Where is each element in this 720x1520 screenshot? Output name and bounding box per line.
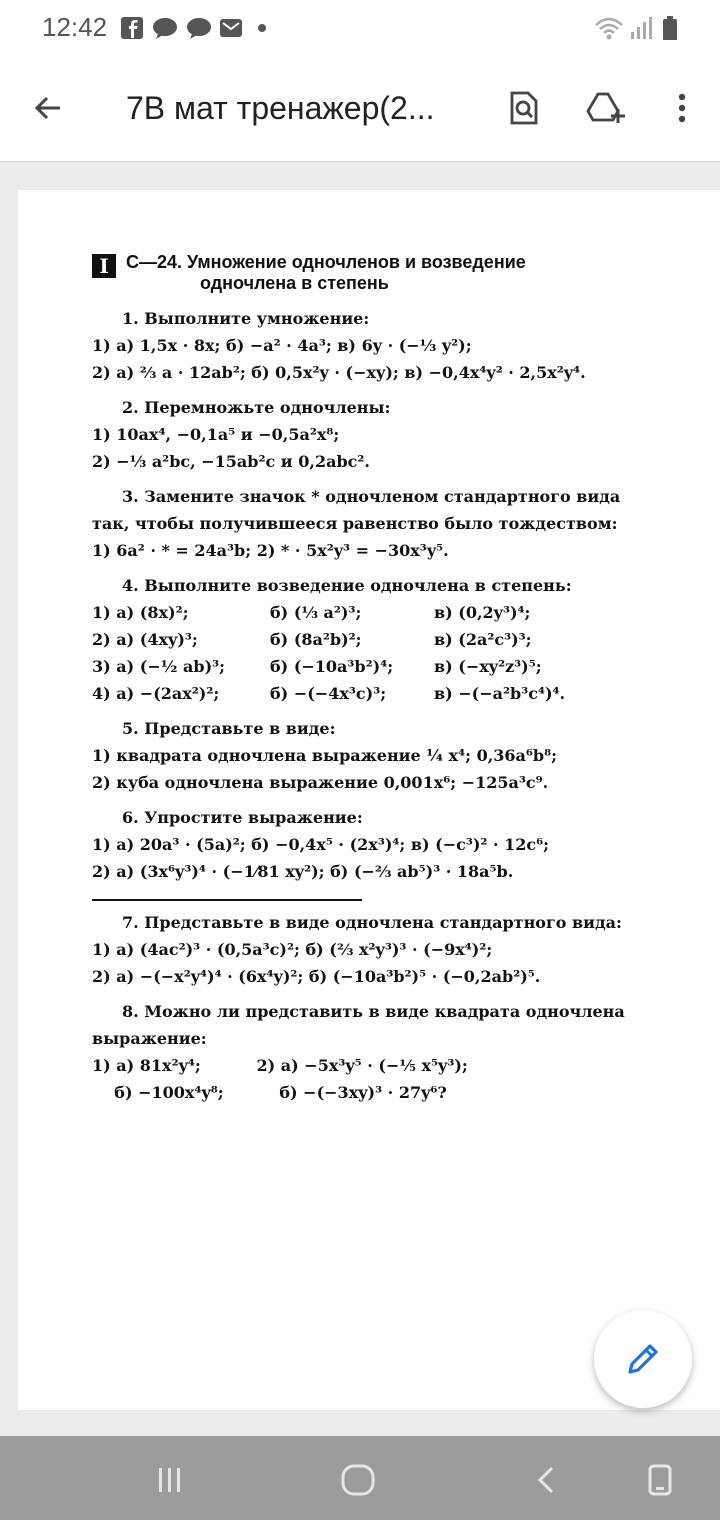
back-button[interactable]	[22, 82, 74, 134]
task-line: 1) а) 20a³ · (5a)²; б) −0,4x⁵ · (2x³)⁴; в) (−c³)² · 12c⁶;	[92, 835, 550, 855]
section-header	[92, 252, 652, 293]
task-cell: б) (⅓ a²)³;	[270, 603, 362, 623]
task-row	[92, 680, 652, 707]
document-content	[92, 252, 652, 1106]
mail-icon	[219, 16, 243, 40]
task-cell: б) (−10a³b²)⁴;	[270, 657, 394, 677]
task-title: 2. Перемножьте одночлены:	[122, 398, 391, 418]
task-row	[92, 599, 652, 626]
task-cell: в) −(−a²b³c⁴)⁴.	[434, 684, 566, 704]
wifi-icon	[594, 16, 624, 40]
task-cell: 4) а) −(2ax²)²;	[92, 684, 220, 704]
add-to-drive-icon	[586, 91, 626, 125]
task-title: 7. Представьте в виде одночлена стандартного вида:	[122, 913, 622, 933]
task-line: б) −100x⁴y⁸; б) −(−3xy)³ · 27y⁶?	[92, 1083, 447, 1103]
task-cell: в) (2a²c³)³;	[434, 630, 532, 650]
task-title: 1. Выполните умножение:	[122, 309, 370, 329]
battery-icon	[662, 16, 678, 40]
task-line: 2) а) −(−x²y⁴)⁴ · (6x⁴y)²; б) (−10a³b²)⁵ · (−0,2ab²)⁵.	[92, 967, 541, 987]
task-line: 1) 6a² · * = 24a³b; 2) * · 5x²y³ = −30x³y⁵.	[92, 541, 449, 561]
document-viewer[interactable]	[0, 162, 720, 1436]
back-icon	[534, 1465, 558, 1495]
home-button[interactable]	[338, 1460, 378, 1500]
task-cell: б) −(−4x³c)³;	[270, 684, 387, 704]
task-title: 5. Представьте в виде:	[122, 719, 336, 739]
section-title-line: одночлена в степень	[200, 272, 389, 293]
dot-icon	[256, 16, 268, 40]
signal-icon	[630, 16, 652, 40]
more-vert-icon	[676, 92, 688, 124]
status-time: 12:42	[42, 12, 108, 42]
status-bar	[0, 0, 720, 56]
edit-pencil-icon	[623, 1339, 663, 1379]
task-row	[92, 626, 652, 653]
screenshot-button[interactable]	[640, 1460, 680, 1500]
task-line: 1) 10ax⁴, −0,1a⁵ и −0,5a²x⁸;	[92, 425, 340, 445]
task-line: выражение:	[92, 1029, 207, 1049]
section-badge: I	[92, 254, 116, 278]
task-cell: 2) а) (4xy)³;	[92, 630, 198, 650]
add-to-drive-button[interactable]	[580, 82, 632, 134]
recents-button[interactable]	[150, 1460, 190, 1500]
screenshot-icon	[647, 1463, 673, 1497]
home-icon	[340, 1463, 376, 1497]
task-line: 2) −⅓ a²bc, −15ab²c и 0,2abc².	[92, 452, 370, 472]
facebook-icon	[120, 16, 144, 40]
task-line: 2) а) (3x⁶y³)⁴ · (−1⁄81 xy²); б) (−⅔ ab⁵)³ · 18a⁵b.	[92, 862, 514, 882]
message-icon	[152, 16, 178, 40]
task-line: 1) квадрата одночлена выражение ¼ x⁴; 0,36a⁶b⁸;	[92, 746, 558, 766]
task-cell: 1) а) (8x)²;	[92, 603, 189, 623]
task-cell: в) (0,2y³)⁴;	[434, 603, 531, 623]
edit-fab-button[interactable]	[594, 1310, 692, 1408]
task-title: 6. Упростите выражение:	[122, 808, 363, 828]
task-line: 1) а) (4ac²)³ · (0,5a³c)²; б) (⅔ x²y³)³ · (−9x⁴)²;	[92, 940, 493, 960]
task-title: 4. Выполните возведение одночлена в степень:	[122, 576, 572, 596]
system-nav-bar	[0, 1436, 720, 1520]
find-in-page-icon	[508, 90, 540, 126]
divider-line	[92, 899, 362, 901]
section-title-line: С—24. Умножение одночленов и возведение	[126, 252, 526, 272]
task-row	[92, 653, 652, 680]
task-title: 8. Можно ли представить в виде квадрата одночлена	[122, 1002, 625, 1022]
task-line: 2) а) ⅔ a · 12ab²; б) 0,5x²y · (−xy); в) −0,4x⁴y² · 2,5x²y⁴.	[92, 363, 586, 383]
task-cell: 3) а) (−½ ab)³;	[92, 657, 226, 677]
nav-back-button[interactable]	[526, 1460, 566, 1500]
task-line: 1) а) 81x²y⁴; 2) а) −5x³y⁵ · (−⅕ x⁵y³);	[92, 1056, 468, 1076]
task-line: 1) а) 1,5x · 8x; б) −a² · 4a³; в) 6y · (−⅓ y²);	[92, 336, 472, 356]
recents-icon	[154, 1465, 186, 1495]
task-line: 2) куба одночлена выражение 0,001x⁶; −125a³c⁹.	[92, 773, 549, 793]
more-options-button[interactable]	[656, 82, 708, 134]
app-bar	[0, 56, 720, 162]
document-title: 7В мат тренажер(2...	[126, 90, 435, 126]
document-page	[18, 190, 720, 1410]
task-cell: б) (8a²b)²;	[270, 630, 362, 650]
task-cell: в) (−xy²z³)⁵;	[434, 657, 542, 677]
back-arrow-icon	[32, 92, 64, 124]
task-line: так, чтобы получившееся равенство было тождеством:	[92, 514, 618, 534]
task-title: 3. Замените значок * одночленом стандартного вида	[122, 487, 621, 507]
section-title	[126, 252, 526, 293]
message-icon	[186, 16, 212, 40]
find-in-page-button[interactable]	[498, 82, 550, 134]
